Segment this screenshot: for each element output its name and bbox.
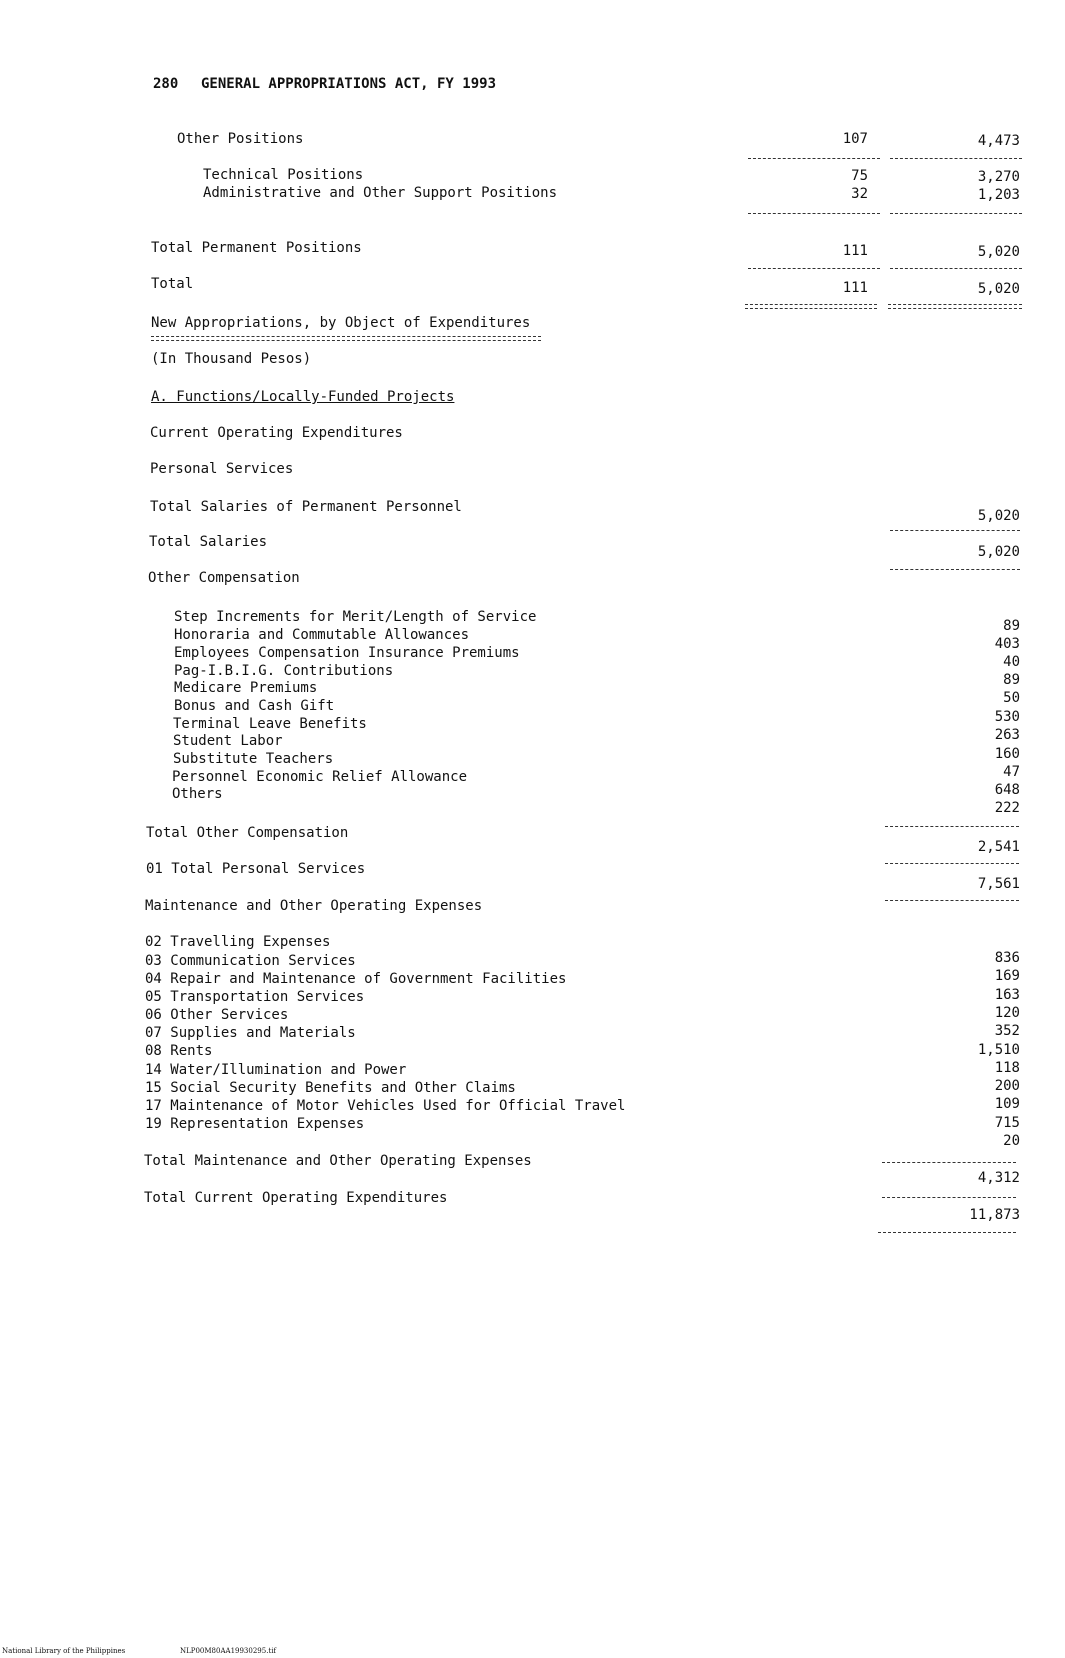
mooe-heading: Maintenance and Other Operating Expenses: [145, 898, 483, 914]
technical-positions-count: 75: [851, 168, 868, 184]
total-salaries-permanent-label: Total Salaries of Permanent Personnel: [150, 499, 462, 515]
total-other-compensation-label: Total Other Compensation: [146, 825, 349, 841]
total-permanent-positions-label: Total Permanent Positions: [151, 240, 362, 256]
total-salaries-label: Total Salaries: [149, 534, 268, 550]
list-item: 15 Social Security Benefits and Other Claims: [145, 1080, 516, 1096]
total-label: Total: [151, 276, 194, 292]
rule: [748, 268, 880, 269]
list-item: Substitute Teachers: [173, 751, 334, 767]
amount: 403: [994, 636, 1020, 652]
amount: 89: [1003, 672, 1020, 688]
total-permanent-positions-count: 111: [842, 243, 868, 259]
total-personal-services-label: 01 Total Personal Services: [146, 861, 366, 877]
amount: 160: [994, 746, 1020, 762]
list-item: Pag-I.B.I.G. Contributions: [174, 663, 394, 679]
footer-file: NLP00M80AA19930295.tif: [180, 1647, 277, 1655]
list-item: 19 Representation Expenses: [145, 1116, 365, 1132]
total-other-compensation-amount: 2,541: [977, 839, 1020, 855]
list-item: 07 Supplies and Materials: [145, 1025, 356, 1041]
amount: 50: [1003, 690, 1020, 706]
list-item: Student Labor: [173, 733, 283, 749]
list-item: Terminal Leave Benefits: [173, 716, 367, 732]
admin-positions-label: Administrative and Other Support Positions: [203, 185, 558, 201]
list-item: Medicare Premiums: [174, 680, 318, 696]
rule: [748, 213, 880, 214]
other-compensation-heading: Other Compensation: [148, 570, 300, 586]
amount: 222: [994, 800, 1020, 816]
technical-positions-label: Technical Positions: [203, 167, 364, 183]
other-positions-count: 107: [842, 131, 868, 147]
rule: [885, 826, 1019, 827]
list-item: 17 Maintenance of Motor Vehicles Used for Official Travel: [145, 1098, 626, 1114]
list-item: Others: [172, 786, 223, 802]
technical-positions-amount: 3,270: [977, 169, 1020, 185]
amount: 109: [994, 1096, 1020, 1112]
page-title: GENERAL APPROPRIATIONS ACT, FY 1993: [201, 76, 497, 92]
list-item: 14 Water/Illumination and Power: [145, 1062, 407, 1078]
rule: [890, 268, 1022, 269]
rule: [885, 900, 1019, 901]
other-positions-amount: 4,473: [977, 133, 1020, 149]
list-item: Honoraria and Commutable Allowances: [174, 627, 470, 643]
amount: 20: [1003, 1133, 1020, 1149]
rule: [890, 158, 1022, 159]
total-current-operating-label: Total Current Operating Expenditures: [144, 1190, 448, 1206]
rule: [882, 1197, 1016, 1198]
amount: 89: [1003, 618, 1020, 634]
new-appropriations-heading: New Appropriations, by Object of Expenditures: [151, 315, 531, 331]
current-operating-heading: Current Operating Expenditures: [150, 425, 403, 441]
total-salaries-amount: 5,020: [977, 544, 1020, 560]
list-item: 04 Repair and Maintenance of Government Facilities: [145, 971, 567, 987]
amount: 200: [994, 1078, 1020, 1094]
amount: 715: [994, 1115, 1020, 1131]
total-permanent-positions-amount: 5,020: [977, 244, 1020, 260]
double-rule: [888, 304, 1022, 309]
amount: 47: [1003, 764, 1020, 780]
total-amount: 5,020: [977, 281, 1020, 297]
page-number: 280: [153, 76, 179, 92]
double-rule: [151, 336, 541, 341]
rule: [890, 569, 1020, 570]
list-item: Personnel Economic Relief Allowance: [172, 769, 468, 785]
total-salaries-permanent-amount: 5,020: [977, 508, 1020, 524]
amount: 169: [994, 968, 1020, 984]
amount: 263: [994, 727, 1020, 743]
rule: [890, 213, 1022, 214]
list-item: 02 Travelling Expenses: [145, 934, 331, 950]
amount: 163: [994, 987, 1020, 1003]
total-mooe-amount: 4,312: [977, 1170, 1020, 1186]
list-item: Step Increments for Merit/Length of Service: [174, 609, 537, 625]
amount: 118: [994, 1060, 1020, 1076]
amount: 648: [994, 782, 1020, 798]
list-item: 06 Other Services: [145, 1007, 289, 1023]
rule: [748, 158, 880, 159]
amount: 530: [994, 709, 1020, 725]
rule: [885, 863, 1019, 864]
admin-positions-count: 32: [851, 186, 868, 202]
admin-positions-amount: 1,203: [977, 187, 1020, 203]
list-item: 05 Transportation Services: [145, 989, 365, 1005]
amount: 1,510: [977, 1042, 1020, 1058]
amount: 120: [994, 1005, 1020, 1021]
list-item: 03 Communication Services: [145, 953, 356, 969]
list-item: Bonus and Cash Gift: [174, 698, 335, 714]
amount: 40: [1003, 654, 1020, 670]
amount: 352: [994, 1023, 1020, 1039]
total-mooe-label: Total Maintenance and Other Operating Expenses: [144, 1153, 532, 1169]
total-personal-services-amount: 7,561: [977, 876, 1020, 892]
rule: [882, 1162, 1016, 1163]
unit-label: (In Thousand Pesos): [151, 351, 312, 367]
double-rule: [745, 304, 877, 309]
rule: [890, 530, 1020, 531]
rule: [878, 1232, 1016, 1233]
total-count: 111: [842, 280, 868, 296]
section-a-heading: A. Functions/Locally-Funded Projects: [151, 389, 455, 405]
personal-services-heading: Personal Services: [150, 461, 294, 477]
list-item: Employees Compensation Insurance Premiums: [174, 645, 520, 661]
other-positions-label: Other Positions: [177, 131, 304, 147]
amount: 836: [994, 950, 1020, 966]
list-item: 08 Rents: [145, 1043, 213, 1059]
footer-library: National Library of the Philippines: [2, 1647, 126, 1655]
total-current-operating-amount: 11,873: [969, 1207, 1020, 1223]
